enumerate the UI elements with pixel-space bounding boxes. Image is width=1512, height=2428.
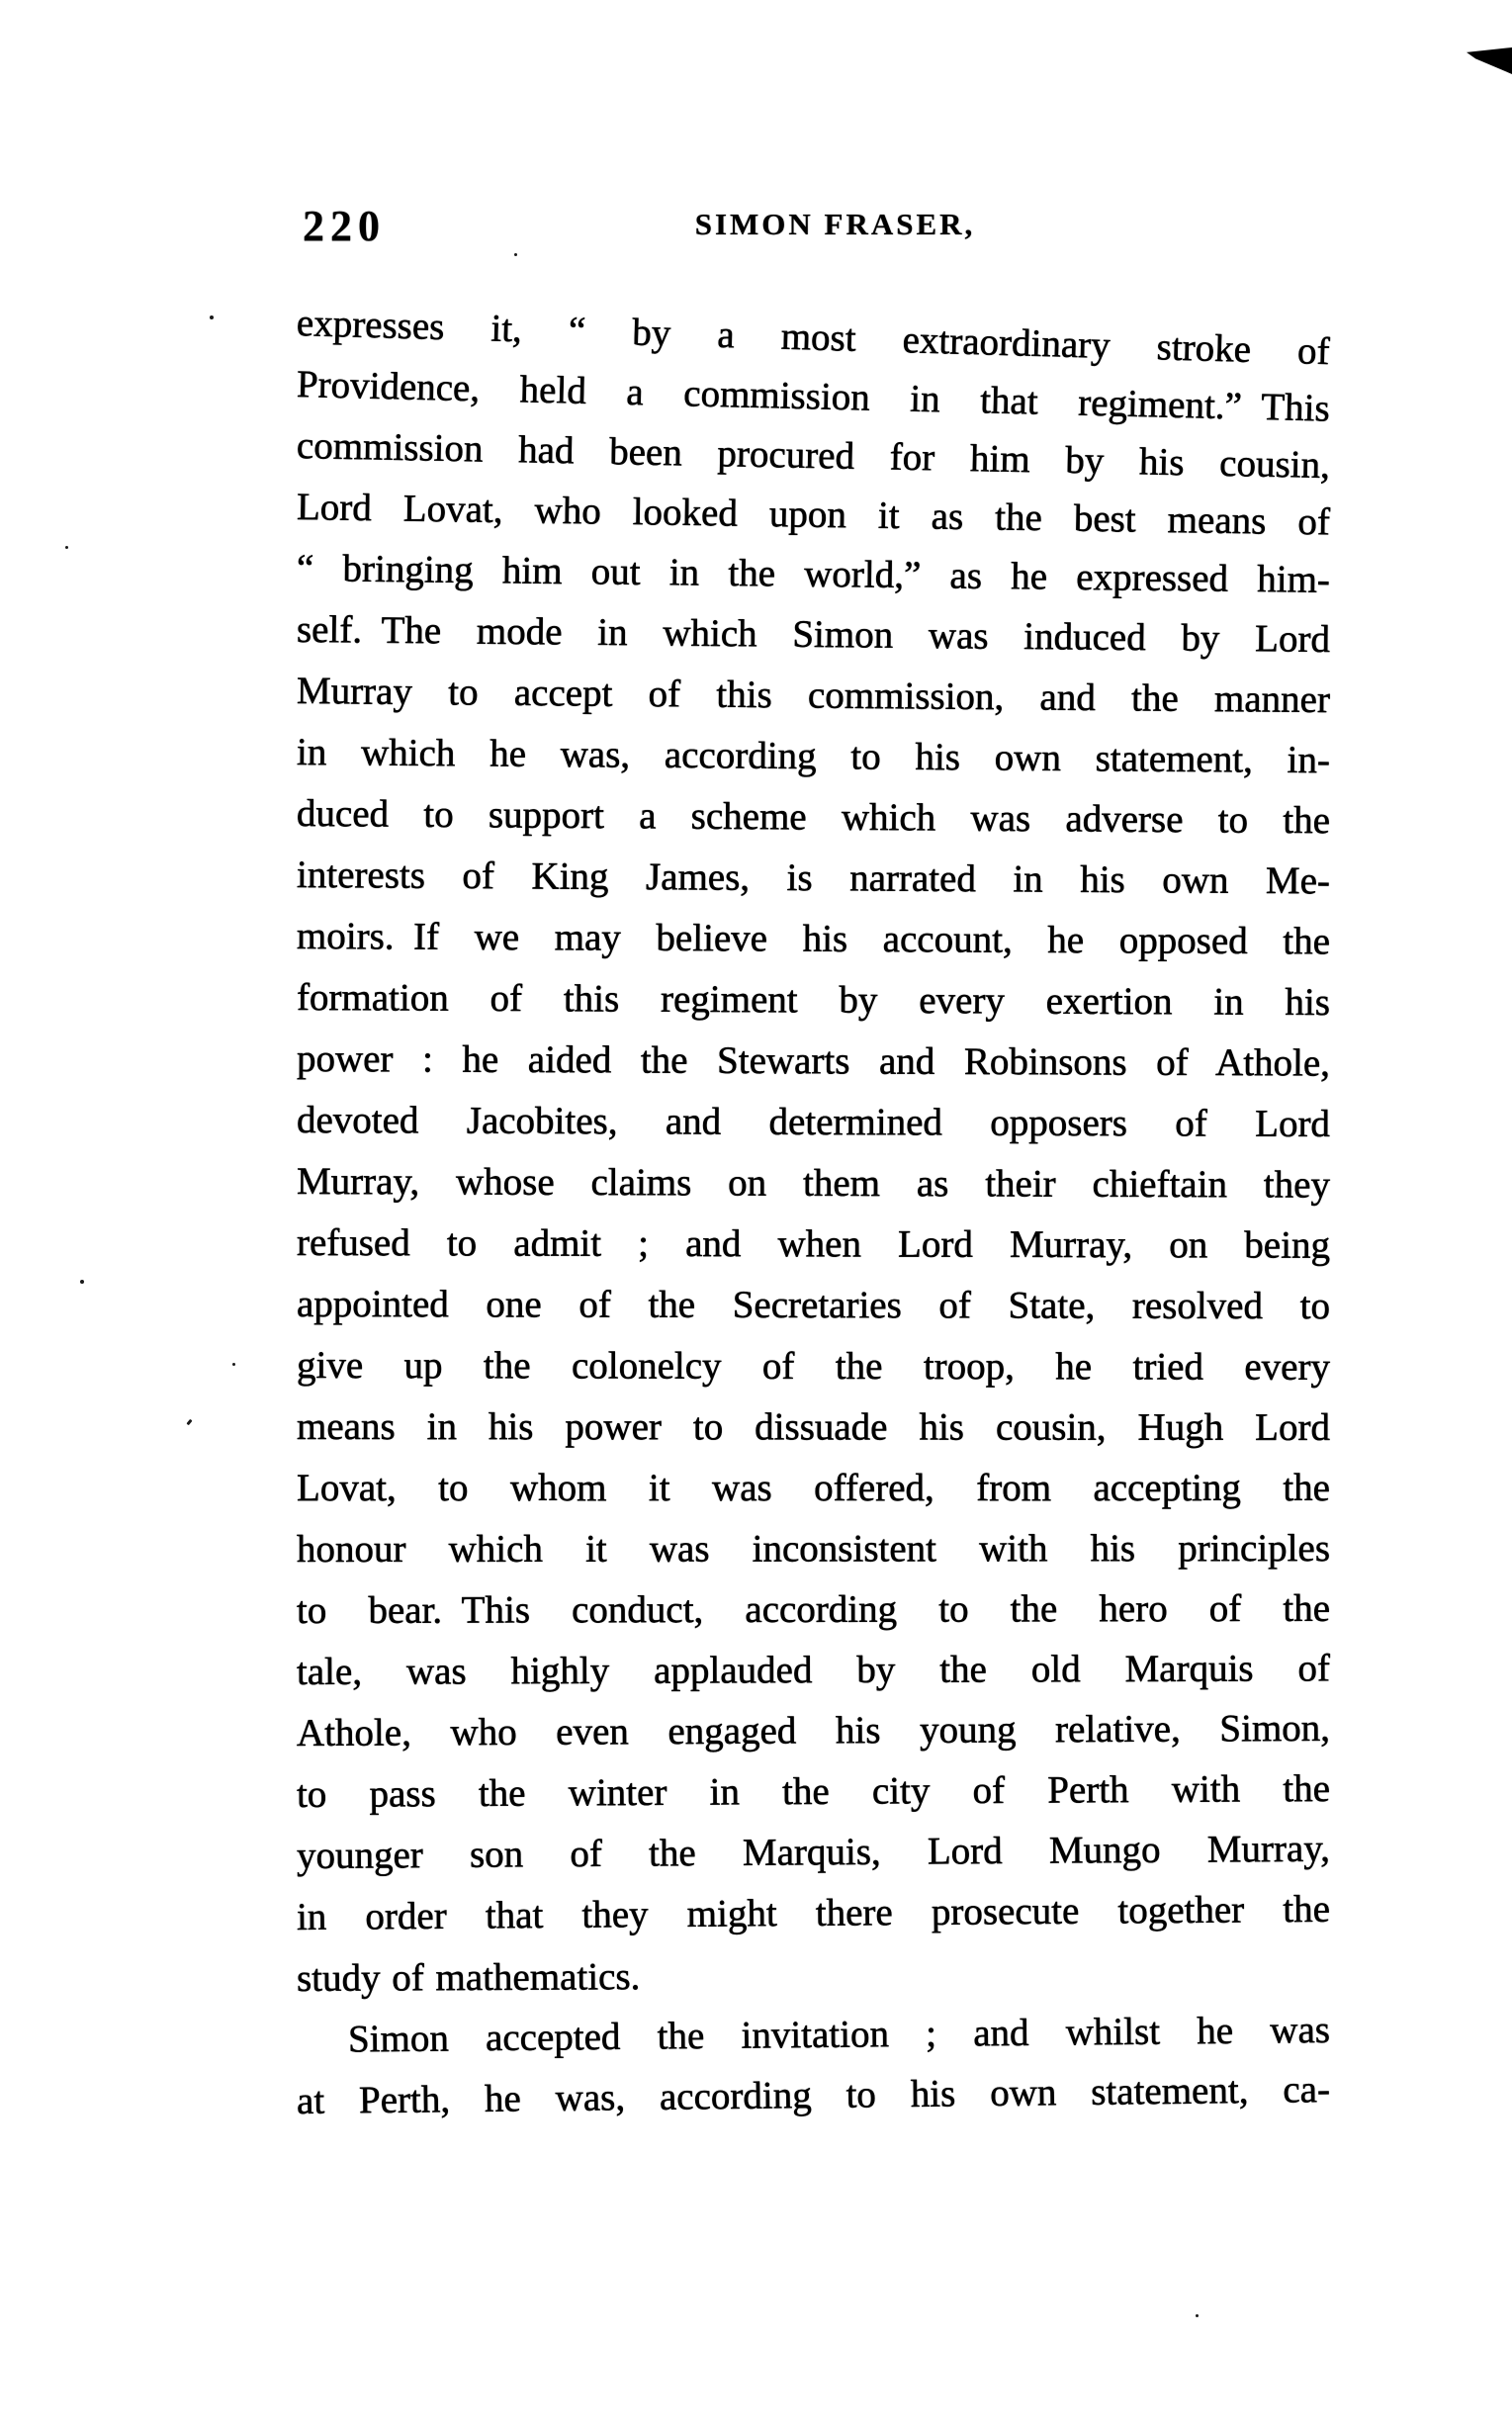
scan-speckle xyxy=(80,1280,84,1284)
text-line: expresses it, “ by a most extraordinary stroke of xyxy=(296,302,1331,374)
text-line: Murray to accept of this commission, and the manner xyxy=(296,670,1331,722)
text-line: younger son of the Marquis, Lord Mungo Murray, xyxy=(296,1827,1331,1877)
running-title: SIMON FRASER, xyxy=(694,207,976,241)
scan-speckle xyxy=(232,1363,235,1366)
text-line: tale, was highly applauded by the old Marquis of xyxy=(296,1647,1331,1693)
page-header xyxy=(297,201,1330,250)
text-line: Lovat, to whom it was offered, from accepting the xyxy=(297,1467,1330,1509)
scan-speckle xyxy=(186,1419,192,1426)
text-line: duced to support a scheme which was adverse to the xyxy=(296,792,1331,843)
text-line: to bear. This conduct, according to the hero of the xyxy=(296,1586,1331,1632)
text-line: self. The mode in which Simon was induced by Lord xyxy=(296,608,1331,662)
text-line: to pass the winter in the city of Perth with the xyxy=(296,1766,1331,1816)
text-line: “ bringing him out in the world,” as he expressed him- xyxy=(296,547,1331,601)
text-line: Athole, who even engaged his young relative, Simon, xyxy=(296,1706,1331,1754)
text-line: interests of King James, is narrated in his own Me- xyxy=(296,854,1331,903)
scan-speckle xyxy=(210,315,214,319)
text-line: commission had been procured for him by his cousin, xyxy=(296,424,1331,488)
page-number: 220 xyxy=(303,202,386,250)
text-line: power : he aided the Stewarts and Robinsons of Athole, xyxy=(296,1037,1331,1085)
text-line: Lord Lovat, who looked upon it as the best means of xyxy=(296,486,1331,544)
scan-speckle xyxy=(1196,2314,1199,2317)
text-block xyxy=(297,293,1330,2132)
scan-speckle xyxy=(65,546,68,549)
text-line: Murray, whose claims on them as their chieftain they xyxy=(296,1160,1331,1207)
text-line: at Perth, he was, according to his own statement, ca- xyxy=(296,2068,1331,2122)
text-line: devoted Jacobites, and determined opposers of Lord xyxy=(296,1099,1331,1146)
text-line: appointed one of the Secretaries of State, resolved to xyxy=(296,1283,1331,1328)
page-corner-mark xyxy=(1467,47,1512,74)
text-line: Simon accepted the invitation ; and whilst he was xyxy=(347,2008,1331,2061)
text-line: in order that they might there prosecute together the xyxy=(296,1887,1331,1938)
text-line: Providence, held a commission in that regiment.” This xyxy=(296,363,1331,430)
text-line: honour which it was inconsistent with his principles xyxy=(296,1527,1331,1571)
text-line: study of mathematics. xyxy=(296,1955,641,2000)
text-line: give up the colonelcy of the troop, he tried every xyxy=(296,1344,1331,1389)
scan-speckle xyxy=(514,253,517,256)
text-line: formation of this regiment by every exertion in his xyxy=(296,976,1331,1025)
text-line: refused to admit ; and when Lord Murray, on being xyxy=(296,1221,1331,1267)
text-line: in which he was, according to his own statement, in- xyxy=(296,731,1331,782)
text-line: moirs. If we may believe his account, he opposed the xyxy=(296,915,1331,963)
text-line: means in his power to dissuade his cousin, Hugh Lord xyxy=(296,1405,1331,1449)
